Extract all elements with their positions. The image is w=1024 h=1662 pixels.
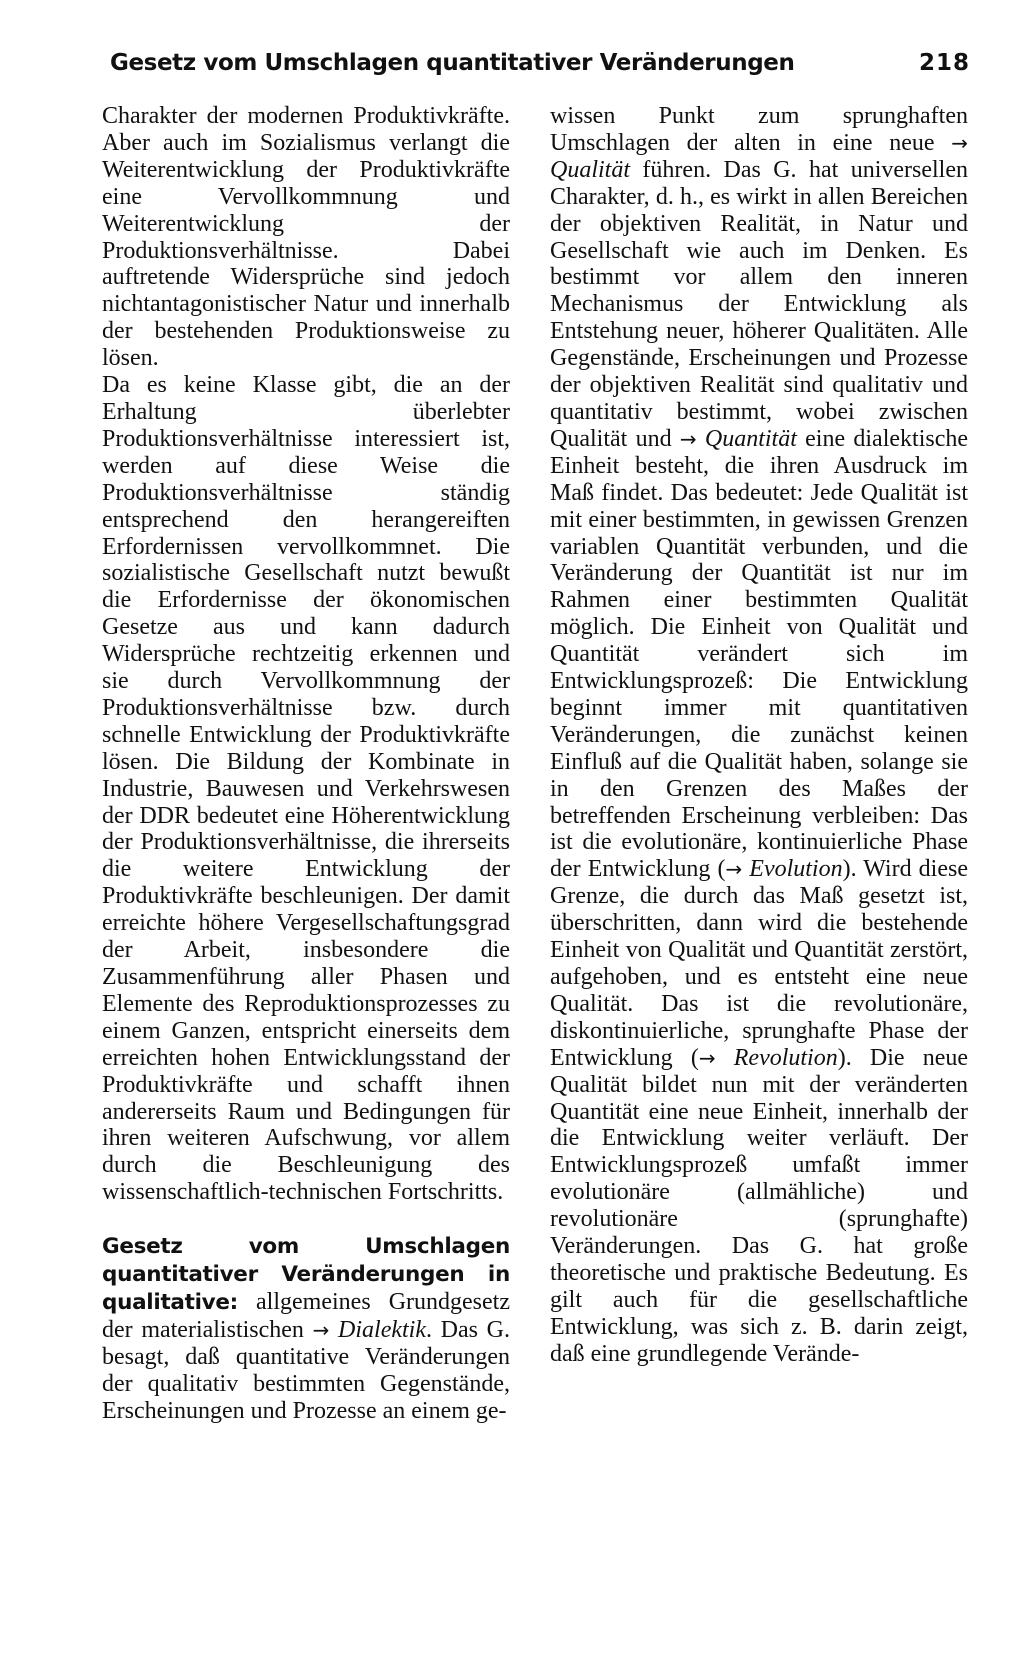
left-column [102, 103, 510, 1425]
paragraph: Charakter der modernen Produktivkräfte. Aber auch im Sozialismus verlangt die Weiterentwicklung der Produktivkräfte eine Vervollkommnung und Weiterentwicklung der Produktionsverhältnisse. Dabei auftretende Widersprüche sind jedoch nichtantagonistischer Natur und innerhalb der bestehenden Produktionsweise zu lösen. [102, 103, 510, 372]
right-column [550, 103, 968, 1368]
entry-text: . Das G. besagt, daß quantitative Veränderungen der qualitativ bestimmten Gegenstände, Erscheinungen und Prozesse an einem ge- [102, 1316, 510, 1424]
page-header [110, 50, 970, 86]
paragraph: Da es keine Klasse gibt, die an der Erhaltung überlebter Produktionsverhältnisse interessiert ist, werden auf diese Weise die Produktionsverhältnisse ständig entsprechend den herangereiften Erfordernissen vervollkommnet. Die sozialistische Gesellschaft nutzt bewußt die Erfordernisse der ökonomischen Gesetze aus und kann dadurch Widersprüche rechtzeitig erkennen und sie durch Vervollkommnung der Produktionsverhältnisse bzw. durch schnelle Entwicklung der Produktivkräfte lösen. Die Bildung der Kombinate in Industrie, Bauwesen und Verkehrswesen der DDR bedeutet eine Höherentwicklung der Produktionsverhältnisse, die ihrerseits die weitere Entwicklung der Produktivkräfte beschleunigen. Der damit erreichte höhere Vergesellschaftungsgrad der Arbeit, insbesondere die Zusammenführung aller Phasen und Elemente des Reproduktionsprozesses zu einem Ganzen, entspricht einerseits dem erreichten hohen Entwicklungsstand der Produktivkräfte und schafft ihnen andererseits Raum und Bedingungen für ihren weiteren Aufschwung, vor allem durch die Beschleunigung des wissenschaftlich-technischen Fortschritts. [102, 372, 510, 1206]
entry-headword: Gesetz vom Umschlagen quantitativer Veränderungen in qualitative: [102, 1234, 510, 1315]
text-run: ). Die neue Qualität bildet nun mit der veränderten Quantität eine neue Einheit, innerhalb der die Entwicklung weiter verläuft. Der Entwicklungsprozeß umfaßt immer evolutionäre (allmähliche) und revolutionäre (sprunghafte) Veränderungen. Das G. hat große theoretische und praktische Bedeutung. Es gilt auch für die gesellschaftliche Entwicklung, was sich z. B. darin zeigt, daß eine grundlegende Verände- [550, 1044, 969, 1367]
cross-reference-arrow-icon: → [312, 1317, 330, 1342]
cross-reference: Qualität [550, 156, 631, 183]
text-run: eine dialektische Einheit besteht, die ihren Ausdruck im Maß findet. Das bedeutet: Jede Qualität ist mit einer bestimmten, in gewissen Grenzen variablen Quantität verbunden, und die Veränderung der Quantität ist nur im Rahmen einer bestimmten Qualität möglich. Die Einheit von Qualität und Quantität verändert sich im Entwicklungsprozeß: Die Entwicklung beginnt immer mit quantitativen Veränderungen, die zunächst keinen Einfluß auf die Qualität haben, solange sie in den Grenzen des Maßes der betreffenden Erscheinung verbleiben: Das ist die evolutionäre, kontinuierliche Phase der Entwicklung ( [550, 425, 969, 883]
paragraph [550, 103, 968, 1368]
cross-reference-arrow-icon: → [698, 1045, 716, 1070]
running-title: Gesetz vom Umschlagen quantitativer Veränderungen [110, 50, 795, 76]
cross-reference-arrow-icon: → [725, 857, 743, 882]
cross-reference: Quantität [704, 425, 797, 452]
page-number: 218 [918, 50, 970, 76]
text-run: führen. Das G. hat universellen Charakter, d. h., es wirkt in allen Bereichen der objektiven Realität, in Natur und Gesellschaft wie auch im Denken. Es bestimmt vor allem den inneren Mechanismus der Entwicklung als Entstehung neuer, höherer Qualitäten. Alle Gegenstände, Erscheinungen und Prozesse der objektiven Realität sind qualitativ und quantitativ bestimmt, wobei zwischen Qualität und [550, 156, 968, 452]
cross-reference: Evolution [749, 856, 843, 883]
text-run: wissen Punkt zum sprunghaften Umschlagen der alten in eine neue [550, 103, 968, 156]
entry-text: allgemeines Grundgesetz der materialistischen [102, 1288, 510, 1343]
cross-reference-arrow-icon: → [679, 426, 697, 451]
dictionary-entry [102, 1233, 510, 1424]
cross-reference: Revolution [733, 1044, 838, 1071]
text-run: ). Wird diese Grenze, die durch das Maß gesetzt ist, überschritten, dann wird die bestehende Einheit von Qualität und Quantität zerstört, aufgehoben, und es entsteht eine neue Qualität. Das ist die revolutionäre, diskontinuierliche, sprunghafte Phase der Entwicklung ( [550, 856, 968, 1071]
cross-reference: Dialektik [338, 1316, 426, 1343]
cross-reference-arrow-icon: → [951, 130, 968, 155]
